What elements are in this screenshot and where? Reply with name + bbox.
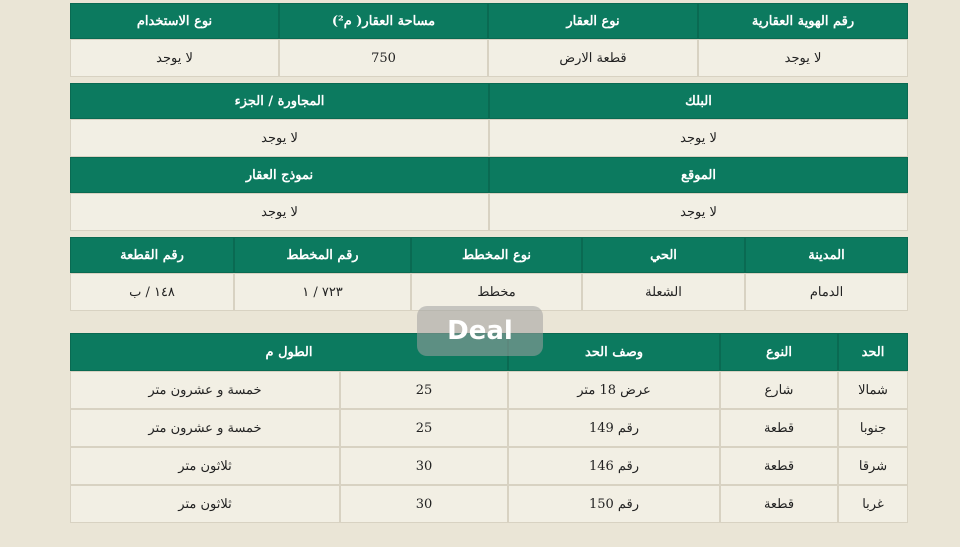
header-plot-number: رقم القطعة <box>70 237 234 273</box>
header-plan-type: نوع المخطط <box>411 237 582 273</box>
table-row <box>70 485 908 523</box>
boundary-description: رقم 146 <box>508 447 720 485</box>
value-property-model: لا يوجد <box>70 193 489 231</box>
section2-value-row <box>70 119 908 157</box>
value-city: الدمام <box>745 273 908 311</box>
header-property-id: رقم الهوية العقارية <box>698 3 908 39</box>
boundary-type: شارع <box>720 371 838 409</box>
header-usage-type: نوع الاستخدام <box>70 3 279 39</box>
header-block: البلك <box>489 83 908 119</box>
header-boundary-type: النوع <box>720 333 838 371</box>
boundary-description: رقم 149 <box>508 409 720 447</box>
header-area: مساحة العقار( م²) <box>279 3 488 39</box>
header-boundary: الحد <box>838 333 908 371</box>
value-plan-type: مخطط <box>411 273 582 311</box>
boundary-length-number: 30 <box>340 485 508 523</box>
header-location: الموقع <box>489 157 908 193</box>
boundary-length-number: 25 <box>340 409 508 447</box>
value-property-type: قطعة الارض <box>488 39 698 77</box>
boundary-direction: شرقا <box>838 447 908 485</box>
boundary-length-words: خمسة و عشرون متر <box>70 371 340 409</box>
boundary-direction: شمالا <box>838 371 908 409</box>
section4-header-row <box>70 237 908 273</box>
value-district: الشعلة <box>582 273 745 311</box>
boundary-description: رقم 150 <box>508 485 720 523</box>
value-property-id: لا يوجد <box>698 39 908 77</box>
boundary-length-number: 25 <box>340 371 508 409</box>
boundary-description: عرض 18 متر <box>508 371 720 409</box>
boundary-length-number: 30 <box>340 447 508 485</box>
value-location: لا يوجد <box>489 193 908 231</box>
header-plan-number: رقم المخطط <box>234 237 411 273</box>
table-row <box>70 447 908 485</box>
boundary-direction: جنوبا <box>838 409 908 447</box>
boundary-length-words: خمسة و عشرون متر <box>70 409 340 447</box>
value-neighborhood-part: لا يوجد <box>70 119 489 157</box>
header-property-type: نوع العقار <box>488 3 698 39</box>
header-district: الحي <box>582 237 745 273</box>
value-area: 750 <box>279 39 488 77</box>
property-sheet <box>70 3 908 523</box>
boundary-type: قطعة <box>720 447 838 485</box>
section3-value-row <box>70 193 908 231</box>
value-block: لا يوجد <box>489 119 908 157</box>
header-city: المدينة <box>745 237 908 273</box>
value-usage-type: لا يوجد <box>70 39 279 77</box>
section3-header-row <box>70 157 908 193</box>
value-plot-number: ١٤٨ / ب <box>70 273 234 311</box>
deal-watermark-logo: Deal <box>417 306 543 356</box>
boundary-type: قطعة <box>720 409 838 447</box>
section1-value-row <box>70 39 908 77</box>
boundary-length-words: ثلاثون متر <box>70 485 340 523</box>
section1-header-row <box>70 3 908 39</box>
header-length: الطول م <box>70 333 508 371</box>
value-plan-number: ٧٢٣ / ١ <box>234 273 411 311</box>
table-row <box>70 409 908 447</box>
header-property-model: نموذج العقار <box>70 157 489 193</box>
boundary-type: قطعة <box>720 485 838 523</box>
header-neighborhood-part: المجاورة / الجزء <box>70 83 489 119</box>
table-row <box>70 371 908 409</box>
boundary-direction: غربا <box>838 485 908 523</box>
section2-header-row <box>70 83 908 119</box>
header-boundary-description: وصف الحد <box>508 333 720 371</box>
boundary-length-words: ثلاثون متر <box>70 447 340 485</box>
